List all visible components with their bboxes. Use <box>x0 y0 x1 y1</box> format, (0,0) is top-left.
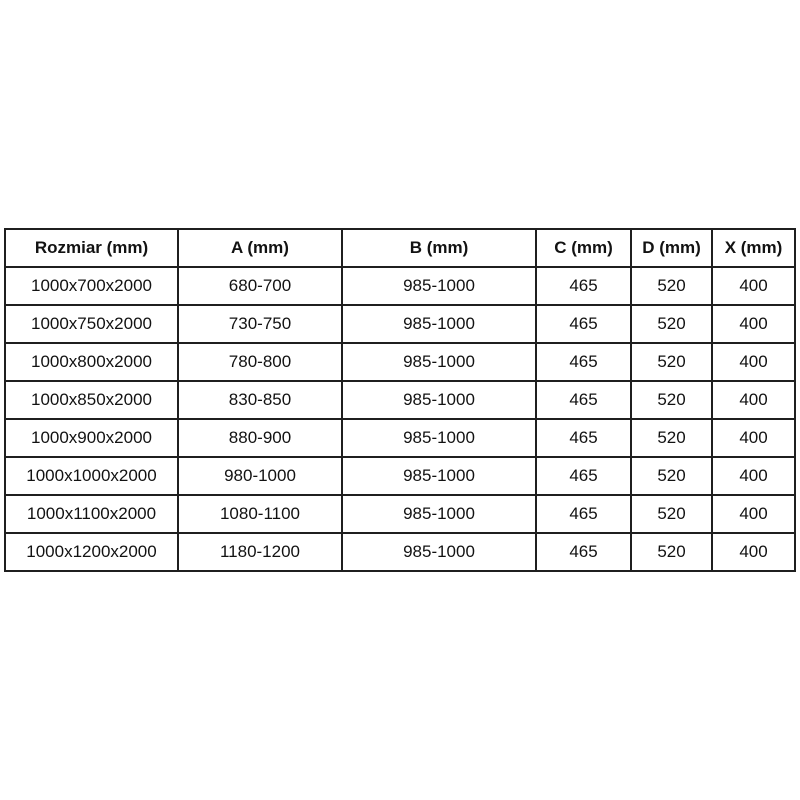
table-cell-b: 985-1000 <box>342 533 536 571</box>
table-cell-c: 465 <box>536 381 631 419</box>
table-cell-a: 830-850 <box>178 381 342 419</box>
header-row <box>5 229 795 267</box>
table-cell-x: 400 <box>712 419 795 457</box>
header-cell-x: X (mm) <box>712 229 795 267</box>
table-cell-b: 985-1000 <box>342 419 536 457</box>
table-cell-b: 985-1000 <box>342 381 536 419</box>
table-row <box>5 305 795 343</box>
table-cell-rozmiar: 1000x1100x2000 <box>5 495 178 533</box>
table-cell-a: 880-900 <box>178 419 342 457</box>
table-cell-a: 680-700 <box>178 267 342 305</box>
table-cell-a: 1180-1200 <box>178 533 342 571</box>
table-cell-rozmiar: 1000x800x2000 <box>5 343 178 381</box>
table-cell-x: 400 <box>712 305 795 343</box>
table-cell-rozmiar: 1000x900x2000 <box>5 419 178 457</box>
table-cell-x: 400 <box>712 343 795 381</box>
table-row <box>5 381 795 419</box>
table-cell-rozmiar: 1000x700x2000 <box>5 267 178 305</box>
header-cell-d: D (mm) <box>631 229 712 267</box>
table-cell-d: 520 <box>631 457 712 495</box>
table-cell-b: 985-1000 <box>342 457 536 495</box>
table-cell-a: 980-1000 <box>178 457 342 495</box>
table-cell-b: 985-1000 <box>342 343 536 381</box>
table-cell-d: 520 <box>631 495 712 533</box>
table-cell-d: 520 <box>631 267 712 305</box>
table-cell-x: 400 <box>712 533 795 571</box>
table-cell-c: 465 <box>536 267 631 305</box>
size-table <box>4 228 796 572</box>
header-cell-b: B (mm) <box>342 229 536 267</box>
table-cell-d: 520 <box>631 381 712 419</box>
table-cell-x: 400 <box>712 381 795 419</box>
header-cell-c: C (mm) <box>536 229 631 267</box>
table-cell-x: 400 <box>712 267 795 305</box>
table-cell-b: 985-1000 <box>342 495 536 533</box>
table-cell-c: 465 <box>536 495 631 533</box>
header-cell-rozmiar: Rozmiar (mm) <box>5 229 178 267</box>
table-cell-a: 780-800 <box>178 343 342 381</box>
table-cell-b: 985-1000 <box>342 305 536 343</box>
table-row <box>5 343 795 381</box>
table-cell-x: 400 <box>712 495 795 533</box>
table-cell-x: 400 <box>712 457 795 495</box>
header-cell-a: A (mm) <box>178 229 342 267</box>
table-cell-d: 520 <box>631 305 712 343</box>
table-cell-a: 1080-1100 <box>178 495 342 533</box>
table-cell-c: 465 <box>536 533 631 571</box>
table-cell-b: 985-1000 <box>342 267 536 305</box>
table-row <box>5 419 795 457</box>
table-row <box>5 533 795 571</box>
table-row <box>5 495 795 533</box>
table-cell-c: 465 <box>536 305 631 343</box>
table-cell-rozmiar: 1000x1200x2000 <box>5 533 178 571</box>
table-cell-d: 520 <box>631 533 712 571</box>
table-row <box>5 267 795 305</box>
table-cell-rozmiar: 1000x750x2000 <box>5 305 178 343</box>
table-cell-c: 465 <box>536 457 631 495</box>
table-row <box>5 457 795 495</box>
table-cell-rozmiar: 1000x850x2000 <box>5 381 178 419</box>
table-cell-c: 465 <box>536 419 631 457</box>
table-cell-d: 520 <box>631 419 712 457</box>
table-cell-d: 520 <box>631 343 712 381</box>
table-cell-rozmiar: 1000x1000x2000 <box>5 457 178 495</box>
table-cell-c: 465 <box>536 343 631 381</box>
table-cell-a: 730-750 <box>178 305 342 343</box>
